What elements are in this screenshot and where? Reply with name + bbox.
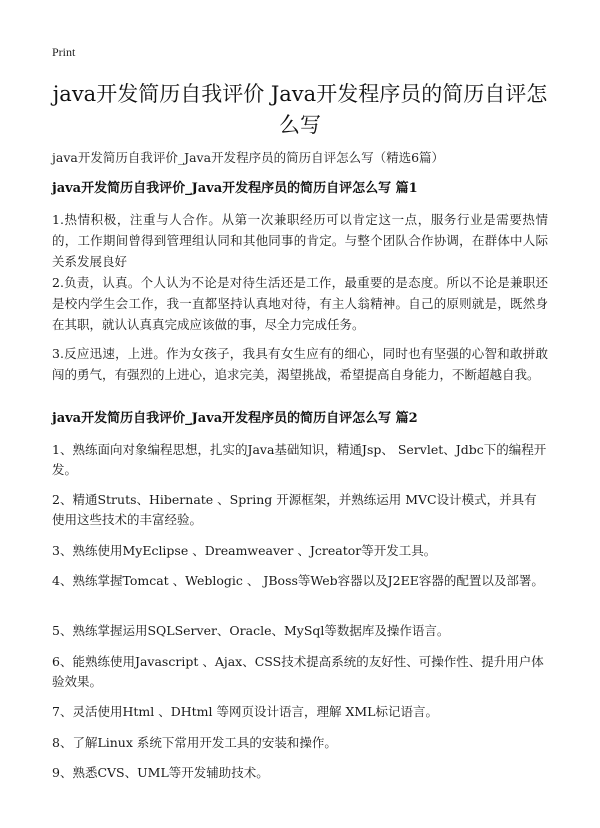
section-heading-2: java开发简历自我评价_Java开发程序员的简历自评怎么写 篇2 bbox=[52, 411, 418, 426]
list-item-3: 3、熟练使用MyEclipse 、Dreamweaver 、Jcreator等开发工具。 bbox=[52, 543, 437, 558]
page-title: java开发简历自我评价 Java开发程序员的简历自评怎么写 bbox=[52, 82, 548, 137]
list-item-1: 1、熟练面向对象编程思想，扎实的Java基础知识，精通Jsp、 Servlet、Jdbc下的编程开发。 bbox=[52, 442, 547, 477]
paragraph-2: 2.负责，认真。个人认为不论是对待生活还是工作，最重要的是态度。所以不论是兼职还是校内学生会工作，我一直都坚持认真地对待，有主人翁精神。自己的原则就是，既然身在其职，就认认真真完成应该做的事，尽全力完成任务。 bbox=[52, 275, 548, 332]
list-item-4: 4、熟练掌握Tomcat 、Weblogic 、 JBoss等Web容器以及J2EE容器的配置以及部署。 bbox=[52, 573, 544, 588]
list-item-5: 5、熟练掌握运用SQLServer、Oracle、MySql等数据库及操作语言。 bbox=[52, 623, 450, 638]
list-item-8: 8、了解Linux 系统下常用开发工具的安装和操作。 bbox=[52, 735, 337, 750]
print-link[interactable]: Print bbox=[52, 45, 76, 59]
paragraph-3: 3.反应迅速，上进。作为女孩子，我具有女生应有的细心，同时也有坚强的心智和敢拼敢闯的勇气，有强烈的上进心，追求完美，渴望挑战，希望提高自身能力，不断超越自我。 bbox=[52, 346, 548, 382]
list-item-7: 7、灵活使用Html 、DHtml 等网页设计语言，理解 XML标记语言。 bbox=[52, 704, 438, 719]
intro-line: java开发简历自我评价_Java开发程序员的简历自评怎么写（精选6篇） bbox=[52, 150, 445, 165]
list-item-2: 2、精通Struts、Hibernate 、Spring 开源框架，并熟练运用 MVC设计模式，并具有使用这些技术的丰富经验。 bbox=[52, 492, 537, 527]
paragraph-1: 1.热情积极，注重与人合作。从第一次兼职经历可以肯定这一点，服务行业是需要热情的，工作期间曾得到管理组认同和其他同事的肯定。与整个团队合作协调，在群体中人际关系发展良好 bbox=[52, 212, 548, 269]
section-heading-1: java开发简历自我评价_Java开发程序员的简历自评怎么写 篇1 bbox=[52, 181, 418, 196]
list-item-9: 9、熟悉CVS、UML等开发辅助技术。 bbox=[52, 765, 269, 780]
list-item-6: 6、能熟练使用Javascript 、Ajax、CSS技术提高系统的友好性、可操作性、提升用户体验效果。 bbox=[52, 654, 544, 689]
